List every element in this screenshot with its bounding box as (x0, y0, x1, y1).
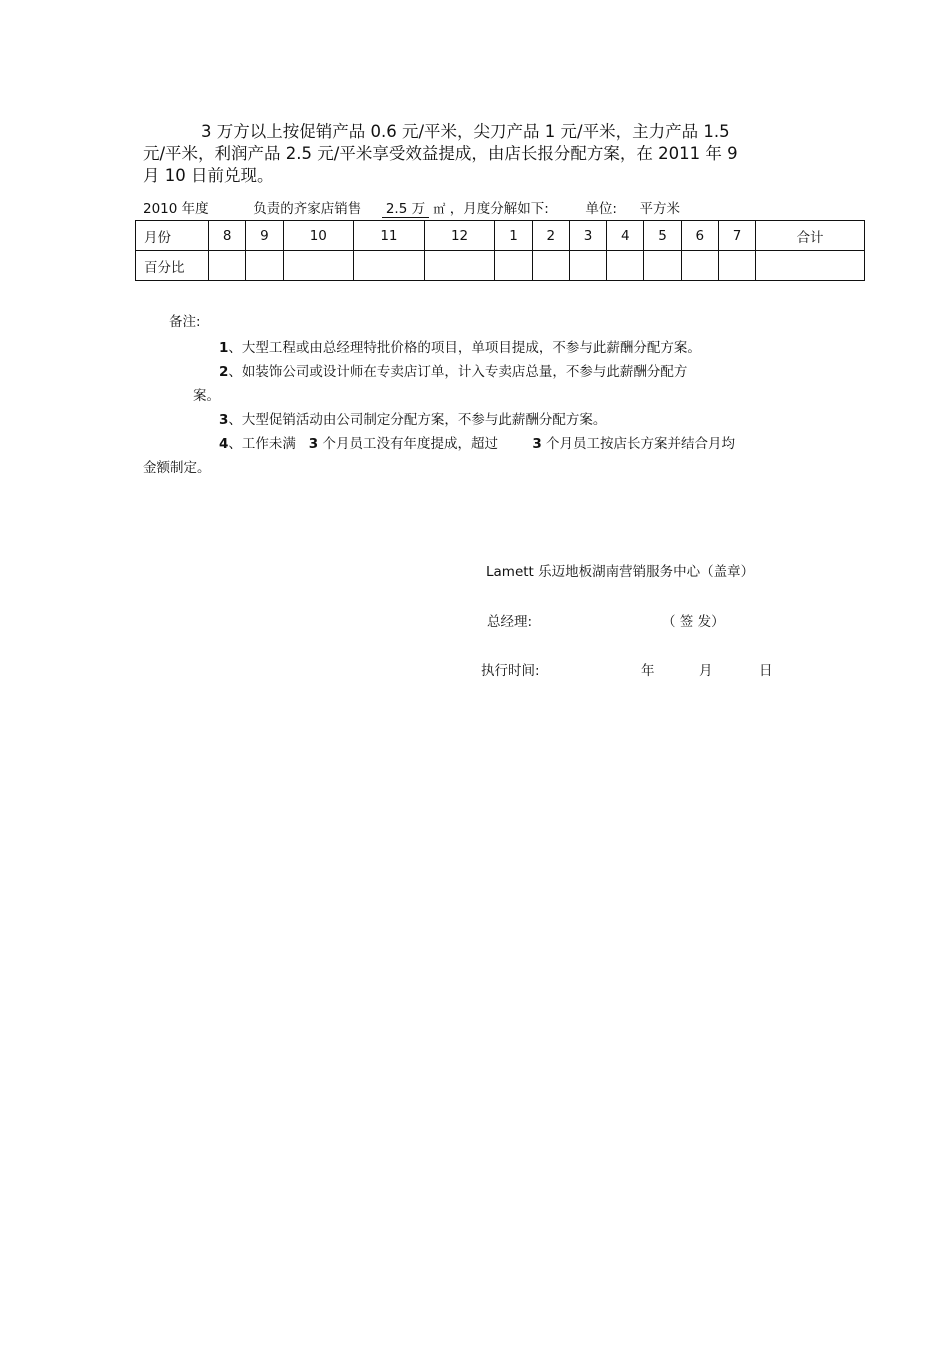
percentage-cell[interactable] (354, 251, 425, 281)
month-field: 月 (699, 663, 713, 679)
percentage-cell[interactable] (607, 251, 644, 281)
percentage-cell[interactable] (532, 251, 569, 281)
execution-time-label: 执行时间: (481, 663, 540, 679)
percentage-cell[interactable] (209, 251, 246, 281)
company-stamp-line: Lamett 乐迈地板湖南营销服务中心（盖章） (486, 564, 755, 580)
square-meter-unit: ㎡ (433, 202, 446, 216)
note-item-2-continued: 案。 (193, 388, 220, 404)
month-cell: 5 (644, 221, 681, 251)
total-header: 合计 (756, 221, 865, 251)
percentage-cell[interactable] (569, 251, 606, 281)
target-amount: 2.5 万 (382, 197, 429, 218)
percentage-cell[interactable] (718, 251, 755, 281)
note-item-4-continued: 金额制定。 (143, 460, 211, 476)
unit-label: 单位: (585, 201, 617, 217)
percentage-cell[interactable] (681, 251, 718, 281)
month-cell: 7 (718, 221, 755, 251)
percentage-total-cell[interactable] (756, 251, 865, 281)
paragraph-line-3: 月 10 日前兑现。 (143, 166, 274, 185)
month-cell: 10 (283, 221, 354, 251)
breakdown-label: ，月度分解如下: (449, 201, 549, 217)
month-cell: 1 (495, 221, 532, 251)
percentage-row-label: 百分比 (136, 251, 209, 281)
paragraph-line-2: 元/平米，利润产品 2.5 元/平米享受效益提成，由店长报分配方案，在 2011 年 9 (143, 144, 738, 163)
note-item-3: 3、大型促销活动由公司制定分配方案，不参与此薪酬分配方案。 (219, 412, 607, 428)
day-field: 日 (759, 663, 773, 679)
note-item-2: 2、如装饰公司或设计师在专卖店订单，计入专卖店总量，不参与此薪酬分配方 (219, 364, 688, 380)
month-row-label: 月份 (136, 221, 209, 251)
percentage-cell[interactable] (495, 251, 532, 281)
note-item-1: 1、大型工程或由总经理特批价格的项目，单项目提成，不参与此薪酬分配方案。 (219, 340, 701, 356)
percentage-row (136, 251, 865, 281)
month-cell: 2 (532, 221, 569, 251)
general-manager-label: 总经理: (487, 614, 533, 630)
note-item-4: 4、工作未满 3 个月员工没有年度提成，超过 3 个月员工按店长方案并结合月均 (219, 436, 736, 452)
month-cell: 8 (209, 221, 246, 251)
month-cell: 6 (681, 221, 718, 251)
annual-target-line (143, 197, 680, 218)
year-label: 2010 年度 (143, 201, 209, 217)
unit-value: 平方米 (639, 201, 681, 217)
intro-paragraph (143, 121, 813, 187)
percentage-cell[interactable] (424, 251, 495, 281)
paragraph-line-1: 3 万方以上按促销产品 0.6 元/平米，尖刀产品 1 元/平米，主力产品 1.5 (201, 122, 730, 141)
responsible-label: 负责的齐家店销售 (253, 201, 362, 217)
month-row (136, 221, 865, 251)
month-cell: 3 (569, 221, 606, 251)
month-cell: 4 (607, 221, 644, 251)
percentage-cell[interactable] (283, 251, 354, 281)
percentage-cell[interactable] (644, 251, 681, 281)
monthly-breakdown-table (135, 220, 865, 281)
month-cell: 11 (354, 221, 425, 251)
sign-issue-label: （ 签 发） (662, 614, 725, 630)
year-field: 年 (641, 663, 655, 679)
month-cell: 12 (424, 221, 495, 251)
notes-section (143, 310, 813, 480)
percentage-cell[interactable] (246, 251, 283, 281)
month-cell: 9 (246, 221, 283, 251)
notes-title: 备注: (169, 314, 201, 330)
